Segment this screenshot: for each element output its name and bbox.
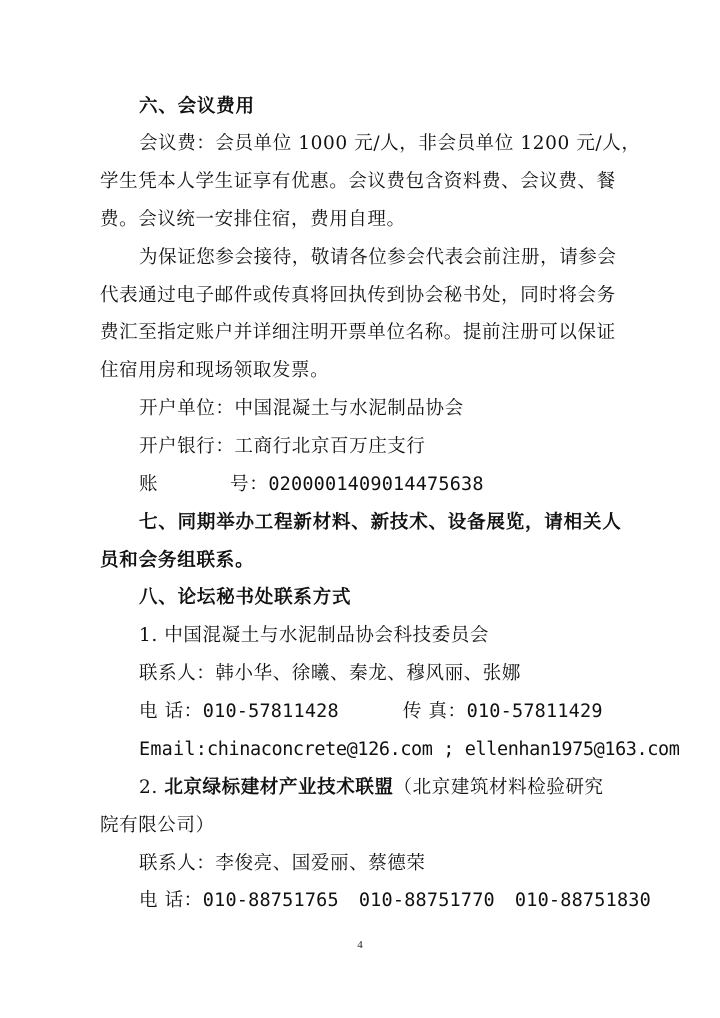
org2-name-prefix: 2. [139, 777, 165, 798]
org1-contacts: 联系人：韩小华、徐曦、秦龙、穆风丽、张娜 [139, 663, 522, 684]
org2-phone-1: 010-88751765 [202, 890, 339, 911]
fee-line-1: 会议费：会员单位 1000 元/人，非会员单位 1200 元/人， [139, 133, 641, 154]
account-holder: 开户单位：中国混凝土与水泥制品协会 [139, 398, 464, 419]
org1-fax: 010-57811429 [466, 701, 603, 722]
account-label-suffix: 号： [230, 474, 269, 495]
fee-line-2: 学生凭本人学生证享有优惠。会议费包含资料费、会议费、餐 [100, 171, 616, 192]
org1-phone-label: 电 话： [139, 701, 203, 722]
org2-name-suffix: （北京建筑材料检验研究 [393, 777, 604, 798]
section7-line-1: 七、同期举办工程新材料、新技术、设备展览，请相关人 [139, 512, 622, 533]
org2-phone-label: 电 话： [139, 890, 203, 911]
org1-email-row [139, 738, 680, 762]
org1-fax-label: 传 真： [402, 701, 467, 722]
org2-phone-3: 010-88751830 [514, 890, 651, 911]
org1-name: 1. 中国混凝土与水泥制品协会科技委员会 [139, 625, 490, 646]
page-number: 4 [357, 939, 363, 951]
org1-email-label: Email: [139, 739, 208, 760]
account-number-row [139, 473, 484, 497]
section6-heading: 六、会议费用 [139, 96, 255, 117]
bank-name: 开户银行：工商行北京百万庄支行 [139, 436, 426, 457]
registration-line-3: 费汇至指定账户并详细注明开票单位名称。提前注册可以保证 [100, 322, 616, 343]
section8-heading: 八、论坛秘书处联系方式 [139, 587, 352, 608]
org2-contacts: 联系人：李俊亮、国爱丽、蔡德荣 [139, 853, 426, 874]
account-number: 0200001409014475638 [268, 474, 484, 495]
registration-line-4: 住宿用房和现场领取发票。 [100, 360, 330, 381]
org2-name: 北京绿标建材产业技术联盟 [164, 777, 394, 798]
section7-line-2: 员和会务组联系。 [100, 550, 255, 571]
org1-email: chinaconcrete@126.com ; ellenhan1975@163.com [207, 739, 680, 760]
org2-phone-2: 010-88751770 [358, 890, 495, 911]
org1-phone: 010-57811428 [202, 701, 339, 722]
org2-name-line-2: 院有限公司） [100, 815, 215, 836]
registration-line-2: 代表通过电子邮件或传真将回执传到协会秘书处，同时将会务 [100, 285, 616, 306]
fee-line-3: 费。会议统一安排住宿，费用自理。 [100, 209, 406, 230]
org1-phone-fax-row [139, 700, 603, 724]
org2-name-row [139, 776, 604, 800]
account-label: 账 [139, 474, 159, 495]
registration-line-1: 为保证您参会接待，敬请各位参会代表会前注册，请参会 [139, 247, 617, 268]
org2-phone-row [139, 889, 651, 913]
